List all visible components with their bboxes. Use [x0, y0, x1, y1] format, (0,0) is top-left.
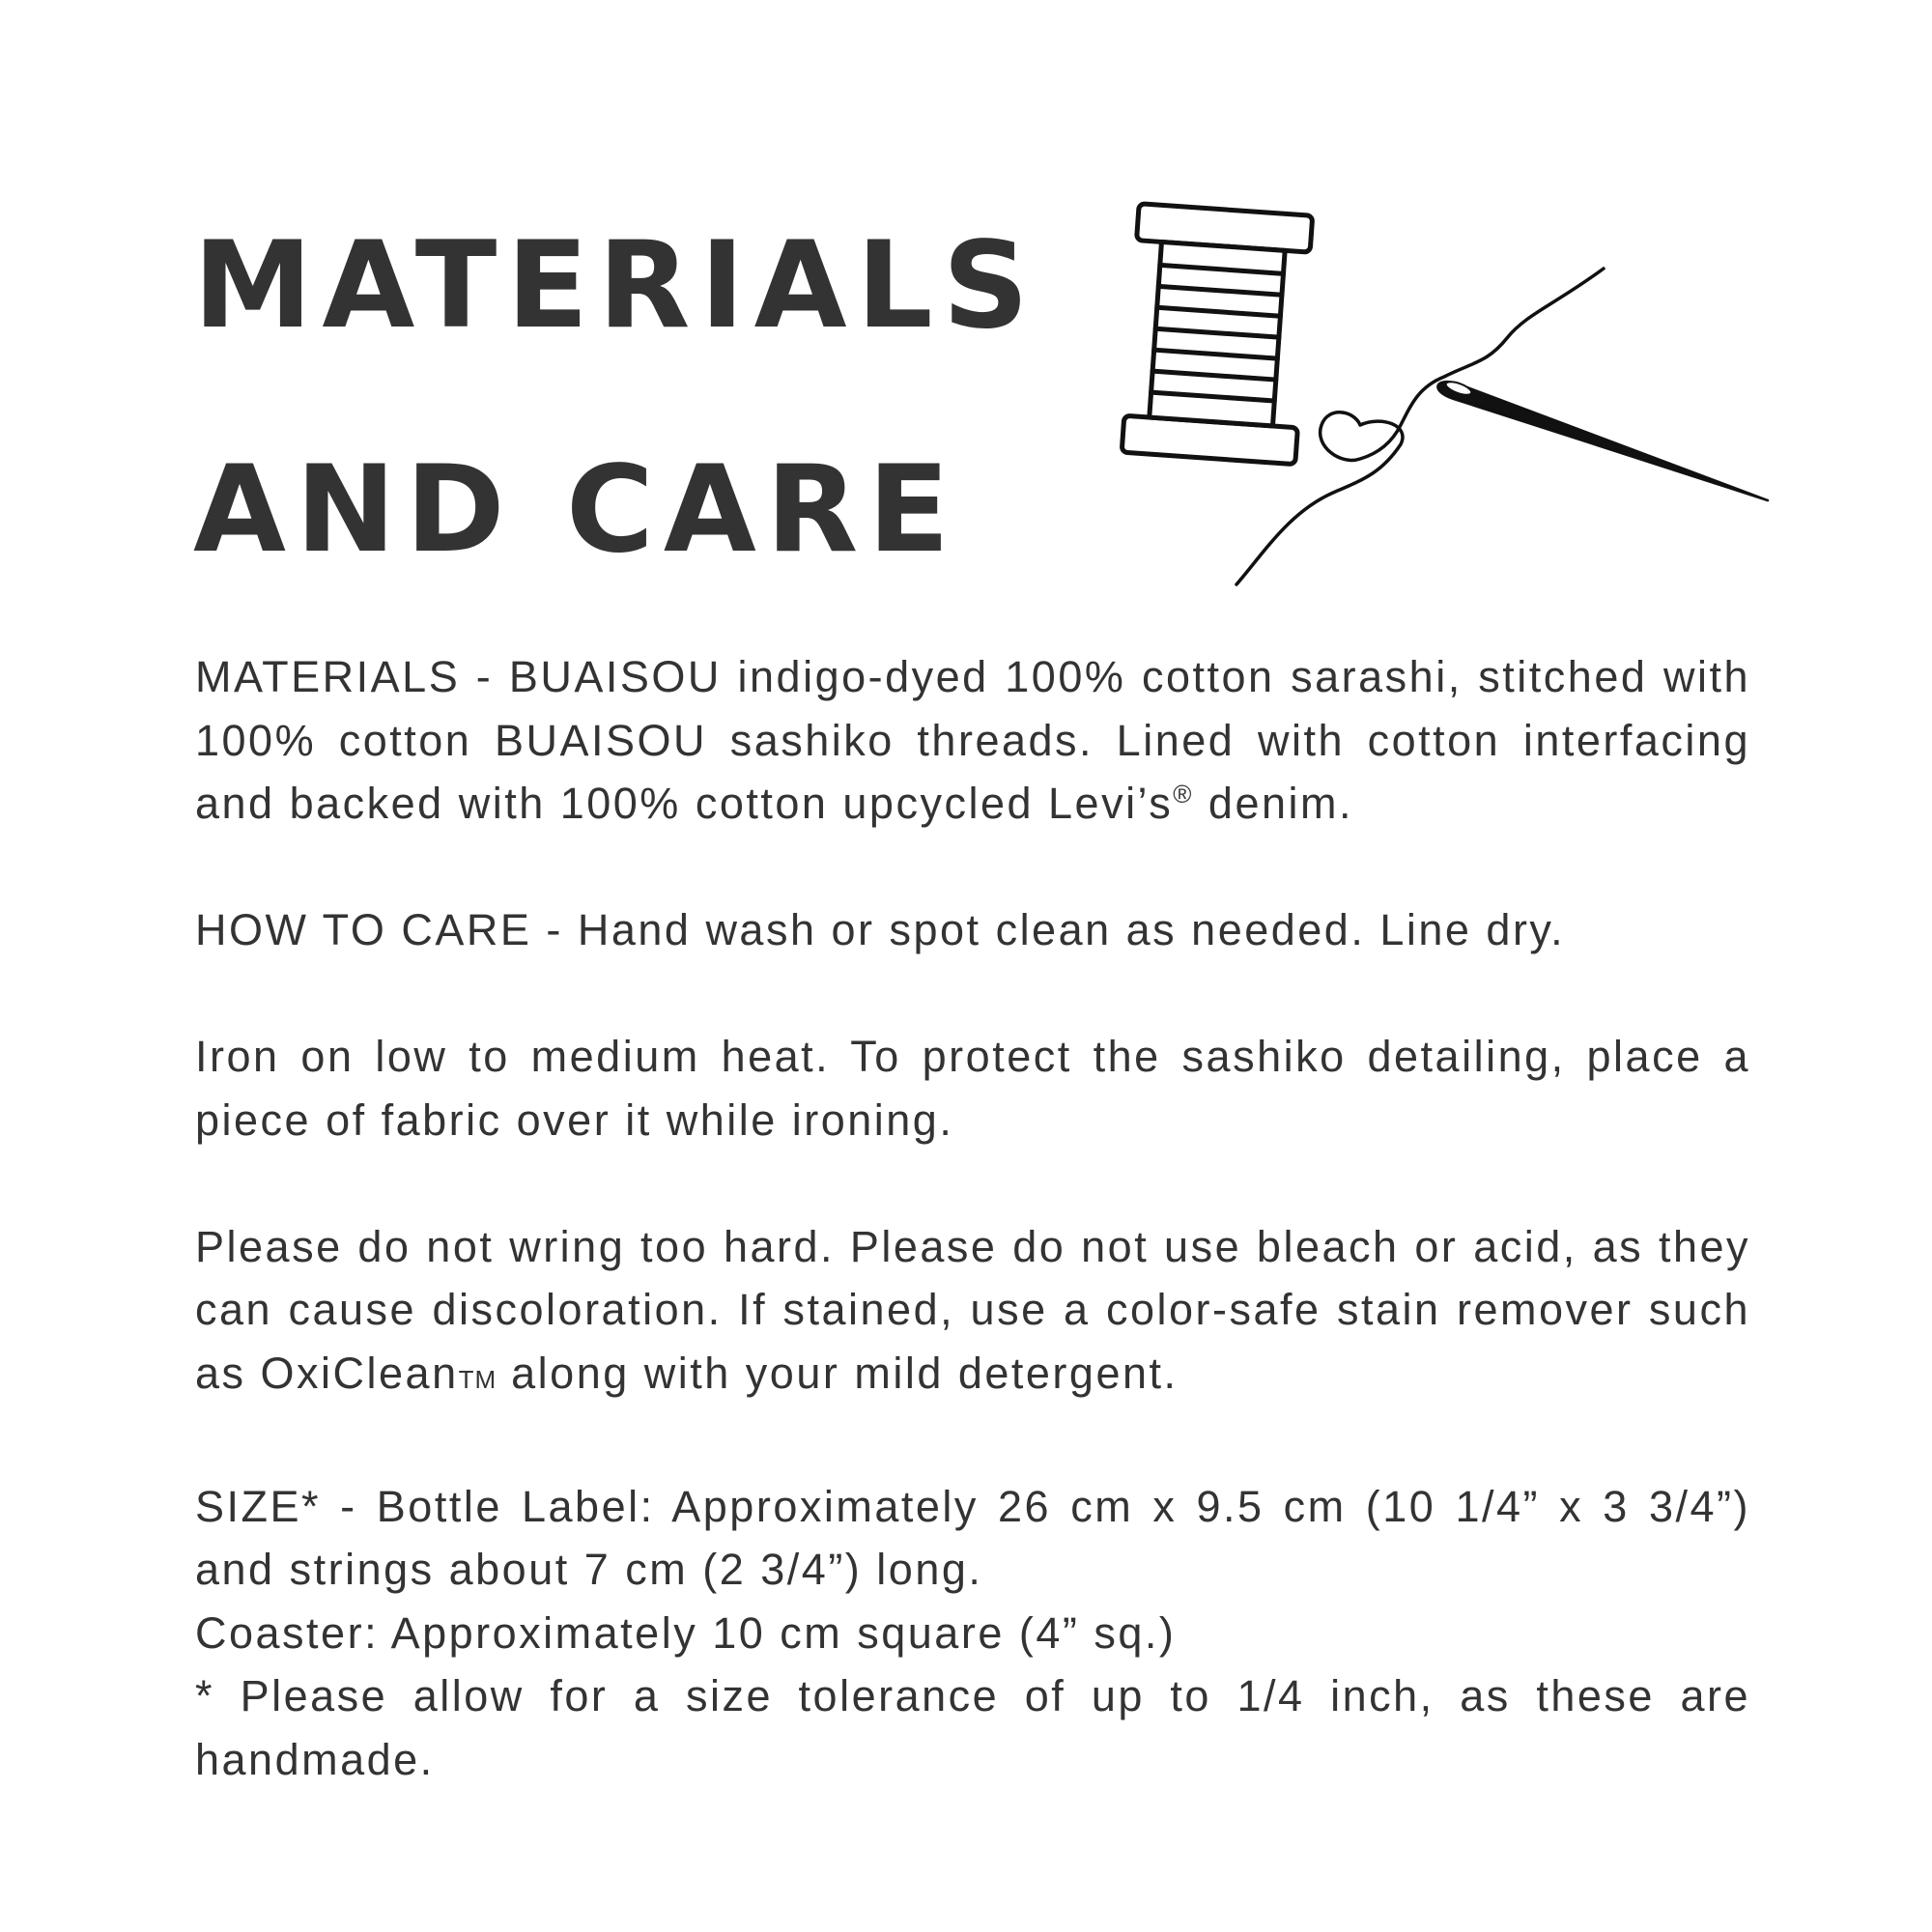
washing-text: Please do not wring too hard. Please do not use bleach or acid, as they can cause discoloration. If stained, use a color-safe stain remover such as OxiClean — [195, 1221, 1750, 1398]
title-line-2: AND CARE — [193, 440, 959, 580]
materials-paragraph — [195, 645, 1750, 836]
needle-with-heart-thread-icon — [1236, 269, 1768, 584]
size-paragraph — [195, 1475, 1750, 1792]
size-coaster: Coaster: Approximately 10 cm square (4” sq.) — [195, 1607, 1177, 1658]
care-instructions — [195, 645, 1750, 1791]
how-to-care-paragraph: HOW TO CARE - Hand wash or spot clean as needed. Line dry. — [195, 905, 1566, 954]
materials-text-end: denim. — [1193, 779, 1353, 828]
size-tolerance-note: * Please allow for a size tolerance of up to 1/4 inch, as these are handmade. — [195, 1671, 1750, 1784]
size-bottle-label: SIZE* - Bottle Label: Approximately 26 cm x 9.5 cm (10 1/4” x 3 3/4”) and strings about 7 cm (2 3/4”) long. — [195, 1481, 1750, 1594]
trademark-mark: TM — [458, 1364, 497, 1394]
page-title — [193, 174, 1038, 622]
sewing-illustration — [1101, 193, 1777, 599]
materials-text: MATERIALS - BUAISOU indigo-dyed 100% cotton sarashi, stitched with 100% cotton BUAISOU sashiko threads. Lined with cotton interfacing and backed with 100% cotton upcycled Levi’s — [195, 652, 1750, 828]
washing-paragraph — [195, 1215, 1750, 1412]
thread-spool-icon — [1122, 204, 1313, 465]
title-line-1: MATERIALS — [193, 216, 1038, 355]
ironing-paragraph: Iron on low to medium heat. To protect the sashiko detailing, place a piece of fabric over it while ironing. — [195, 1032, 1750, 1145]
registered-mark: ® — [1173, 780, 1194, 809]
washing-text-end: along with your mild detergent. — [497, 1348, 1179, 1398]
